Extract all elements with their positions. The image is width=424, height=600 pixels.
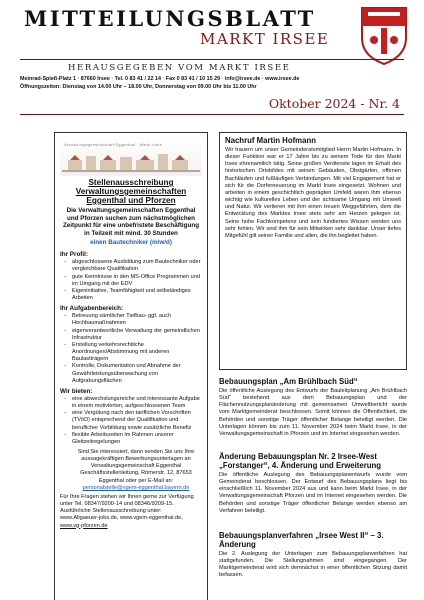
job-ad-title: Stellenausschreibung Verwaltungsgemeinschaften Eggenthal und Pforzen: [75, 178, 187, 206]
job-ad-footer: [60, 494, 202, 530]
profile-heading: Ihr Profil:: [60, 251, 88, 259]
list-item: - flexible Arbeitszeiten im Rahmen unserer Gleitzeitregelungen: [60, 432, 202, 446]
list-item: - Kontrolle, Dokumentation und Abnahme der Gewährleistungsüberwachung von Aufgrabungsflächen: [60, 363, 202, 384]
masthead-title: MITTEILUNGSBLATT: [24, 6, 316, 31]
tasks-heading: Ihr Aufgabenbereich:: [60, 305, 124, 313]
opening-hours: Öffnungszeiten: Dienstag von 14.00 Uhr – 18.00 Uhr, Donnerstag von 09.00 Uhr bis 11.00 Uhr: [20, 84, 257, 90]
issue-rule: [20, 114, 404, 115]
job-ad-position: einen Bautechniker (m/w/d): [90, 239, 172, 247]
article-bruehlbach: [219, 378, 407, 438]
list-item: - abgeschlossene Ausbildung zum Bautechniker oder vergleichbare Qualifikation: [60, 259, 202, 273]
contact-text: Sind Sie interessiert, dann senden Sie uns Ihre aussagekräftigen Bewerbungsunterlagen an Verwaltungsgemeinschaft Eggenthal Geschäftsstellenleitung, Römerstr. 12, 87653 Eggenthal oder per E-Mail an:: [77, 449, 195, 484]
job-ad-contact: [60, 449, 202, 492]
offer-list: [60, 396, 202, 446]
list-item: - eigenverantwortliche Verwaltung der gemeindlichen Infrastruktur: [60, 328, 202, 342]
article-title: Bebauungsplan „Am Brühlbach Süd“: [219, 377, 358, 386]
article-body: Die öffentliche Auslegung des Bebauungsplanentwurfs wurde vom Gemeinderat beschlossen. Der Entwurf des Bebauungsplans liegt bis einschließlich 11. November 2024 aus und kann beim Markt Irsee, in der Verwaltungsgemeinschaft Pforzen und im Internet eingesehen werden. Die Behörden und sonstige Träger öffentlicher Belange werden ebenso am Verfahren beteiligt.: [219, 471, 407, 514]
issue-label: Oktober 2024 - Nr. 4: [268, 96, 400, 111]
job-ad-banner: [60, 136, 202, 176]
job-ad-box: [54, 132, 208, 600]
list-item: - Erstellung verkehrsrechtliche Anordnungen/Abstimmung mit anderen Baulastträgern: [60, 342, 202, 363]
footer-text: Für Ihre Fragen stehen wir Ihnen gerne zur Verfügung unter Tel. 08347/9200-14 und 08346/9209-15. Ausführliche Stellenausschreibung unter: www.Allgaeuer-jobs.de, www.vgem-eggenthal.de,: [60, 493, 194, 522]
contact-email-link[interactable]: personalstelle@vgem-eggenthal.bayern.de: [82, 484, 190, 491]
profile-list: [60, 259, 202, 302]
article-body: Die öffentliche Auslegung des Entwurfs der Bauleitplanung „Am Brühlbach Süd“ bestehend aus dem Bebauungsplan und der Flächennutzungsplanänderung mit gemeinsamen Umweltbericht wurde vom Marktgemeinderat beschlossen. Somit können die Öffentlichkeit, die Behörden und sonstige Träger öffentlicher Belange beteiligt werden. Die Unterlagen können bis zum 11. November 2024 beim Markt Irsee, in der Verwaltungsgemeinschaft in Pforzen und im Internet eingesehen werden.: [219, 387, 407, 437]
article-title: Änderung Bebauungsplan Nr. 2 Irsee-West „Forstanger“, 4. Änderung und Erweiterung: [219, 452, 382, 470]
list-item: - Eigeninitiative, Teamfähigkeit und selbständiges Arbeiten: [60, 288, 202, 302]
obituary-box: [219, 132, 407, 370]
masthead-subtitle: MARKT IRSEE: [200, 30, 330, 48]
list-item: - Betreuung sämtlicher Tiefbau- ggf. auch Hochbaumaßnahmen: [60, 313, 202, 327]
footer-link[interactable]: www.vg-pforzen.de: [60, 522, 108, 529]
address-line: Meinrad-Spieß-Platz 1 · 87660 Irsee · Tel. 0 83 41 / 22 14 · Fax 0 83 41 / 10 15 29 · info@irsee.de · www.irsee.de: [20, 76, 300, 82]
list-item: - gute Kenntnisse in den MS-Office Programmen und im Umgang mit der EDV: [60, 274, 202, 288]
tasks-list: [60, 313, 202, 385]
obituary-title: Nachruf Martin Hofmann: [225, 136, 316, 145]
publisher-line: HERAUSGEGEBEN VOM MARKT IRSEE: [68, 63, 291, 73]
masthead-rule: [20, 59, 404, 60]
article-irsee-west: [219, 532, 407, 580]
list-item: - eine Vergütung nach den tariflichen Vorschriften (TVöD) entsprechend der Qualifikation und beruflicher Vorbildung sowie zusätzliche Benefiz: [60, 410, 202, 431]
article-body: Die 2. Auslegung der Unterlagen zum Bebauungsplanverfahren hat stattgefunden. Die Stellungnahmen sind eingegangen. Der Marktgemeinderat wird sich demnächst in einer öffentlichen Sitzung damit befassen.: [219, 550, 407, 579]
banner-text: Verwaltungsgemeinschaft Eggenthal · Markt Irsee: [64, 143, 163, 147]
article-title: Bebauungsplanverfahren „Irsee West II“ – 3. Änderung: [219, 531, 384, 549]
article-forstanger: [219, 453, 407, 515]
coat-of-arms-icon: [358, 4, 410, 66]
list-item: - eine abwechslungsreiche und interessante Aufgabe in einem motivierten, aufgeschlossenen Team: [60, 396, 202, 410]
job-ad-intro: Die Verwaltungsgemeinschaften Eggenthal und Pforzen suchen zum nächstmöglichen Zeitpunkt für eine unbefristete Beschäftigung in Teilzeit mit mind. 30 Stunden: [62, 207, 200, 237]
offer-heading: Wir bieten:: [60, 387, 93, 395]
obituary-body: Wir trauern um unser Gemeinderatsmitglied Herrn Martin Hofmann. In dieser Funktion war er 17 Jahre bis zu seinem Tode für den Markt Irsee ehrenamtlich tätig. Seine großen Verdienste lagen im Erhalt des historischen Ortsbildes mit seinen Gebäuden, Obstgärten, offenen Bachläufen und fußläufigen Verbindungen. Mit viel Engagement hat er sich für die Dorferneuerung im Markt Irsee eingesetzt. Wohnen und arbeiten in einem geschichtlich geprägten Umfeld waren ihm ebenso wichtig wie kulturelles Leben und der achtsame Umgang mit Umwelt und Natur. Wir verlieren mit ihm einen treuen Weggefährten, dem die Entwicklung des Marktes Irsee stets sehr am Herzen gelegen ist. Seine hohe Fachkompetenz und sein fundiertes Wissen werden uns sehr fehlen. Wir sind ihm für sein Mitwirken sehr dankbar. Unser tiefes Mitgefühl gilt seiner Familie und allen, die ihn begleitet haben.: [225, 146, 401, 239]
